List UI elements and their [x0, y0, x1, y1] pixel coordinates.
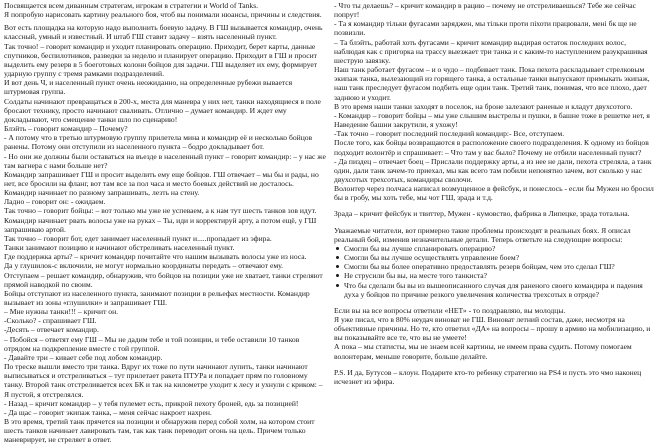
postscript: P.S. И да, Бутусов – клоун. Подарите кто-то ребенку стратегию на PS4 и пусть это чмо наконец исчезнет из эфира.	[334, 367, 642, 386]
paragraph: Я попробую нарисовать картину реального боя, чтоб вы понимали нюансы, причины и следствия.	[4, 10, 322, 20]
paragraph: – Мне нужны танки!!! – кричит он.	[4, 307, 119, 317]
paragraph: – Побойся – ответят ему ГШ – Мы не дадим тебе и той позиции, и тебе оставили 10 танков отрядом на подкрепление вместе с той группой.	[4, 334, 300, 353]
paragraph: - А потому что в третью штурмовую группу прилетела мина и командир её и несколько бойцов ранены. Потому они отступили из населенного пункта – бодро докладывает бот.	[4, 133, 313, 152]
list-item: Смогли бы вы более оперативно предоставлять резерв бойцам, чем это сделал ГШ?	[334, 262, 657, 271]
paragraph: - Командир – говорит бойцы – мы уже слышим выстрелы и пушки, в башне тоже в решетке нет, я Наведение башни закрутили, я ухожу!	[334, 110, 650, 130]
paragraph: Командир запрашивает ГШ и просит выделить ему еще бойцов. ГШ отвечает – мы бы и рады, но нет, все бросили на фланг, вот там все за пол часа и место боевых действий не досталось.	[4, 169, 319, 188]
paragraph: В это время, третий танк прячется на позиции и обнаружив перед собой холм, на котором стоит шесть танков начинает лавировать там, так как танк переводит огонь на цель. Причем только маневрирует, не стреляет в ответ.	[4, 417, 315, 445]
paragraph: Бойцы отступают из населенного пункта, занимают позиции в рельефах местности. Командир вызывает из зоны «глушилки» и запрашивает ГШ.	[4, 288, 310, 307]
paragraph: Ладно – говорит он: - ожидаем.	[4, 197, 106, 207]
paragraph: Командир начинает по разному запрашивать, лезть на стену.	[4, 188, 200, 198]
left-text-block	[4, 1, 327, 445]
paragraph: Отступаем – решает командир, обнаружив, что бойцов на позиции уже не хватает, танки стреляют прямой наводкой по своим.	[4, 270, 323, 289]
paragraph: Блэйть – говорит командир – Почему?	[4, 124, 128, 134]
paragraph: И вот день Ч, и населенный пункт очень неожиданно, на определенные рубежи вывается штурмовая группа.	[4, 78, 293, 97]
paragraph: - Давайте три – кивает себе под лобом командир.	[4, 352, 163, 362]
paragraph: - Но они же должны были оставаться на въезде в населенный пункт – говорит командир: – у нас же там вагнера с нами больше нет?	[4, 151, 326, 170]
right-text-block	[334, 1, 657, 386]
article-left-column	[4, 1, 327, 445]
paragraph: Наш танк работает фугасом – и о чудо – подбивает танк. Пока пехота раскладывает стрелковым экипаж танка, вылезающий из горящего танка, а остальные танки выпускают примыкать экипаж, наш танк преследует фугасом подбить еще один танк. Третий танк, понимая, что все плохо, дает заднюю и уходит.	[334, 65, 650, 102]
paragraph: А пока – мы статисты, мы не знаем всей картины, не имеем права судить. Потому помогаем волонтерам, меньше говорите, больше делайте.	[334, 342, 632, 361]
paragraph: Вот есть площадка на которую надо выполнить боевую задачу. В ГШ вызывается командир, очень классный, умный и известный. И штаб ГШ ставит задачу – взять населенный пункт.	[4, 23, 323, 42]
paragraph: По треске вышли вместо три танка. Вдруг их тоже по пути начинают лупить, танки начинают выписываться и отстреливаться – тут прилетает ракета ПТУРа и попадает прям по головному танку. Второй танк отстреливается всех БК и так на километре уходит к лесу и ухнули с криком: – Я пустой, я отстрелялся.	[4, 362, 323, 399]
paragraph: Если вы на все вопросы ответили «НЕТ» - то поздравляю, вы молодцы.	[334, 305, 566, 315]
paragraph: – Та блэйть, работай хоть фугасами – кричит командир выдирая остаток последних волос, наблюдая как с пригорка на трассу выезжает три танка и с каким-то наступлением разукрашивая шеструю завязку.	[334, 37, 648, 65]
list-item: Что бы сделали бы вы из вышеописанного случая для раненого своего командира и падения духа у бойцов по причине резкого увеличения количества трехсотых в отряде?	[334, 281, 657, 299]
paragraph: Так точно – говорит бойцы: – вот только мы уже не успеваем, а к нам тут шесть танков зов идут.	[4, 206, 317, 216]
paragraph: -Десять – отвечает командир.	[4, 325, 99, 335]
paragraph: - Назад – кричит командир – у тебя пулемет есть, прикрой пехоту броней, едь за позицией!	[4, 398, 299, 408]
list-item: Смогли бы вы лучше спланировать операцию?	[334, 244, 657, 253]
paragraph: - Та я командир тільки фугасами заряджен, мы тільки проти піхоти працювали, мені бк ще не позвизли.	[334, 19, 637, 38]
paragraph: После того, как бойцы возвращаются в расположение своего подразделения. К одному из бойцов подходит волонтёр и спрашивает: – Что там у вас было? Почему не отбили населенный пункт?	[334, 138, 649, 157]
paragraph: Зрада – кричит фейсбук и твиттер, Мужен - кумовство, фабрика в Липецке, зрада тотальна.	[334, 209, 630, 219]
paragraph: - Да щас – говорит экипаж танка, – меня сейчас накроет нахрен.	[4, 407, 212, 417]
paragraph: Да у глушилок-с включили, не могут нормально координаты передать – отвечают ему.	[4, 261, 284, 271]
paragraph: Солдаты начинают превращаться в 200-х, места для маневра у них нет, танки находящиеся в поле бросают технику, просто начинают сваливать. Отлично – думает командир. И ждет ему докладывают, что смещение танки шло по сценарию!	[4, 96, 321, 124]
article-right-column	[334, 1, 657, 406]
paragraph: В это время наши танки заходят в поселок, на броне залезают раненые и кладут двухсотого.	[334, 101, 633, 111]
paragraph: Я уже писал, что в 80% неудач виноват не ГШ. Виноват летний состав, даже, несмотря на объективные причины. Но те, кто ответил «ДА» на вопросы – прошу в армию на мобилизацию, и вы показывайте все те, что вы не умеете!	[334, 315, 651, 343]
paragraph: Посвящается всем диванным стратегам, игрокам в стратегии и World of Tanks.	[4, 1, 259, 10]
paragraph: Танки занимают позицию и начинают обстреливать населенный пункт.	[4, 243, 235, 253]
paragraph: -Сколько? - спрашивает ГШ.	[4, 316, 97, 326]
paragraph: Командир начинает рвать волосы уже на руках – Ты, иди и корректируй арту, а потом ещё, у ГШ запрашиваю артой.	[4, 215, 317, 234]
paragraph: -Так точно – говорит последний последний командир:- Все, отступаем.	[334, 129, 565, 139]
paragraph: Где поддержка арты? – кричит командир почитайте что нашим вызывать волосы уже из носа.	[4, 252, 307, 262]
list-item: Не струсили бы вы, на месте того танкиста?	[334, 271, 657, 280]
paragraph: - Что ты делаешь? – кричит командир в рацию – почему не отстреливаешься? Тебе же сейчас попрут!	[334, 1, 636, 20]
list-item: Смогли бы вы лучше осуществлять управление боем?	[334, 253, 657, 262]
paragraph: Так точно! – говорит командир и уходит планировать операцию. Приходит, берет карты, данные спутников, беспилотников, разведки за неделю и планирует операцию. Приходит в ГШ и просит выделить ему резерв в 5 боеготовых колонн бойцов для задачи. ГШ выделяет их ему, формирует ударную группу с тремя рамками подразделений.	[4, 41, 318, 79]
paragraph: - Да пиздец – отвечает боец – Прислали поддержку арты, а из нее не дали, пехота стреляла, а танк один, дали танк зачем-то приехал, мы как всего там побили непонятно зачем, вот сколько у нас двухсотых трехсотых, командиры сволочи.	[334, 156, 652, 184]
paragraph: Уважаемые читатели, вот примерно такие проблемы происходят в реальных боях. Я описал реальный бой, изменив незначительные детали. Теперь ответьте на следующие вопросы:	[334, 225, 631, 244]
questions-list	[334, 244, 657, 299]
paragraph: Так точно – говорит бот, едет занимает населенный пункт и.....пропадает из эфира.	[4, 233, 272, 243]
paragraph: Волонтер через полчаса написал возмущенное в фейсбук, и понеслось - если бы Мужен но бросил бы в гробу, мы хоть тебе, мы чот ГШ, зрада и т.д.	[334, 184, 654, 203]
